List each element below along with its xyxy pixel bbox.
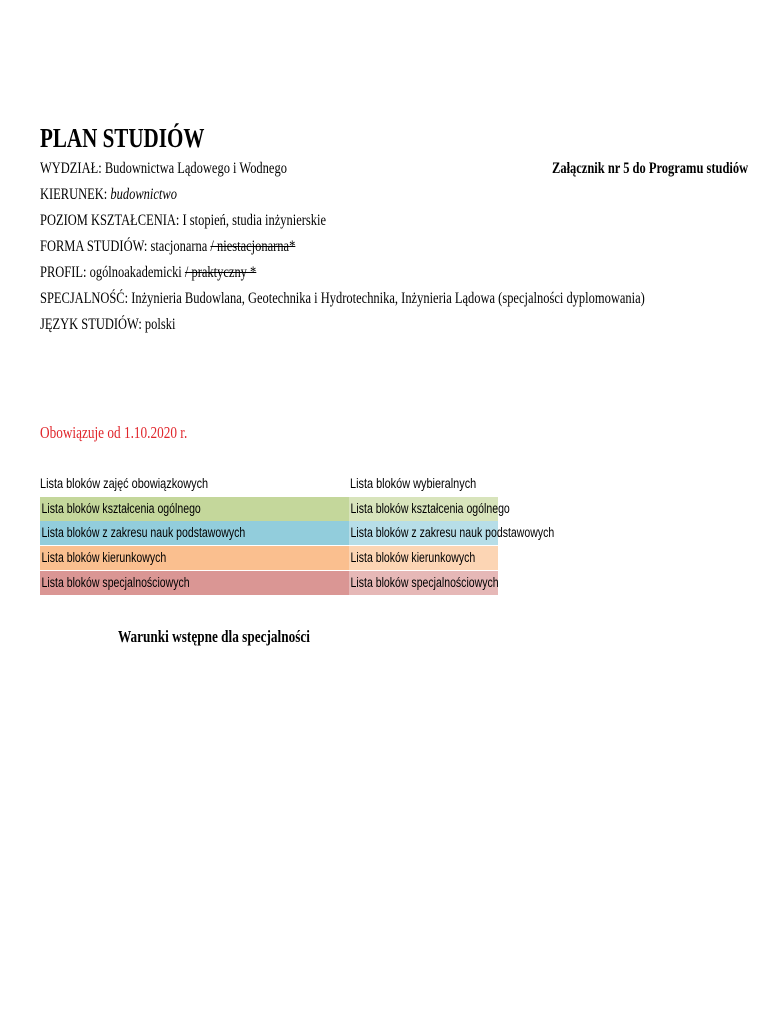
- conditions-title: Warunki wstępne dla specjalności: [118, 627, 310, 646]
- language-line: [40, 316, 214, 334]
- specialty-line: [40, 290, 768, 308]
- profile-line: [40, 264, 317, 282]
- legend-mandatory-specialty: Lista bloków specjalnościowych: [40, 571, 349, 595]
- field-label: KIERUNEK:: [40, 186, 108, 203]
- form-label: FORMA STUDIÓW:: [40, 238, 148, 255]
- faculty-value: Budownictwa Lądowego i Wodnego: [104, 160, 287, 177]
- faculty-label: WYDZIAŁ:: [40, 160, 102, 177]
- profile-label: PROFIL:: [40, 264, 87, 281]
- mandatory-header: Lista bloków zajęć obowiązkowych: [40, 475, 209, 491]
- language-label: JĘZYK STUDIÓW:: [40, 316, 142, 333]
- legend-mandatory-basic-sciences: Lista bloków z zakresu nauk podstawowych: [40, 521, 349, 545]
- valid-from-note: Obowiązuje od 1.10.2020 r.: [40, 423, 188, 442]
- faculty-line: [40, 160, 357, 178]
- language-value: polski: [144, 316, 176, 333]
- legend-elective-specialty: Lista bloków specjalnościowych: [349, 571, 498, 595]
- field-value: budownictwo: [110, 186, 177, 203]
- level-line: [40, 212, 407, 230]
- legend-elective-basic-sciences: Lista bloków z zakresu nauk podstawowych: [349, 521, 498, 545]
- form-value: stacjonarna: [150, 238, 208, 255]
- annex-note: Załącznik nr 5 do Programu studiów: [552, 160, 749, 177]
- elective-header: Lista bloków wybieralnych: [350, 475, 477, 491]
- legend-mandatory-general: Lista bloków kształcenia ogólnego: [40, 497, 349, 521]
- field-line: [40, 186, 216, 204]
- legend-mandatory-major: Lista bloków kierunkowych: [40, 546, 349, 570]
- level-label: POZIOM KSZTAŁCENIA:: [40, 212, 180, 229]
- specialty-value: Inżynieria Budowlana, Geotechnika i Hydrotechnika, Inżynieria Lądowa (specjalności dyplomowania): [131, 290, 645, 307]
- legend-elective-general: Lista bloków kształcenia ogólnego: [349, 497, 498, 521]
- form-line: [40, 238, 367, 256]
- profile-struck: / praktyczny *: [184, 264, 257, 281]
- form-struck: / niestacjonarna*: [210, 238, 296, 255]
- page-title: PLAN STUDIÓW: [40, 123, 205, 153]
- specialty-label: SPECJALNOŚĆ:: [40, 290, 129, 307]
- legend-elective-major: Lista bloków kierunkowych: [349, 546, 498, 570]
- level-value: I stopień, studia inżynierskie: [182, 212, 327, 229]
- profile-value: ogólnoakademicki: [89, 264, 182, 281]
